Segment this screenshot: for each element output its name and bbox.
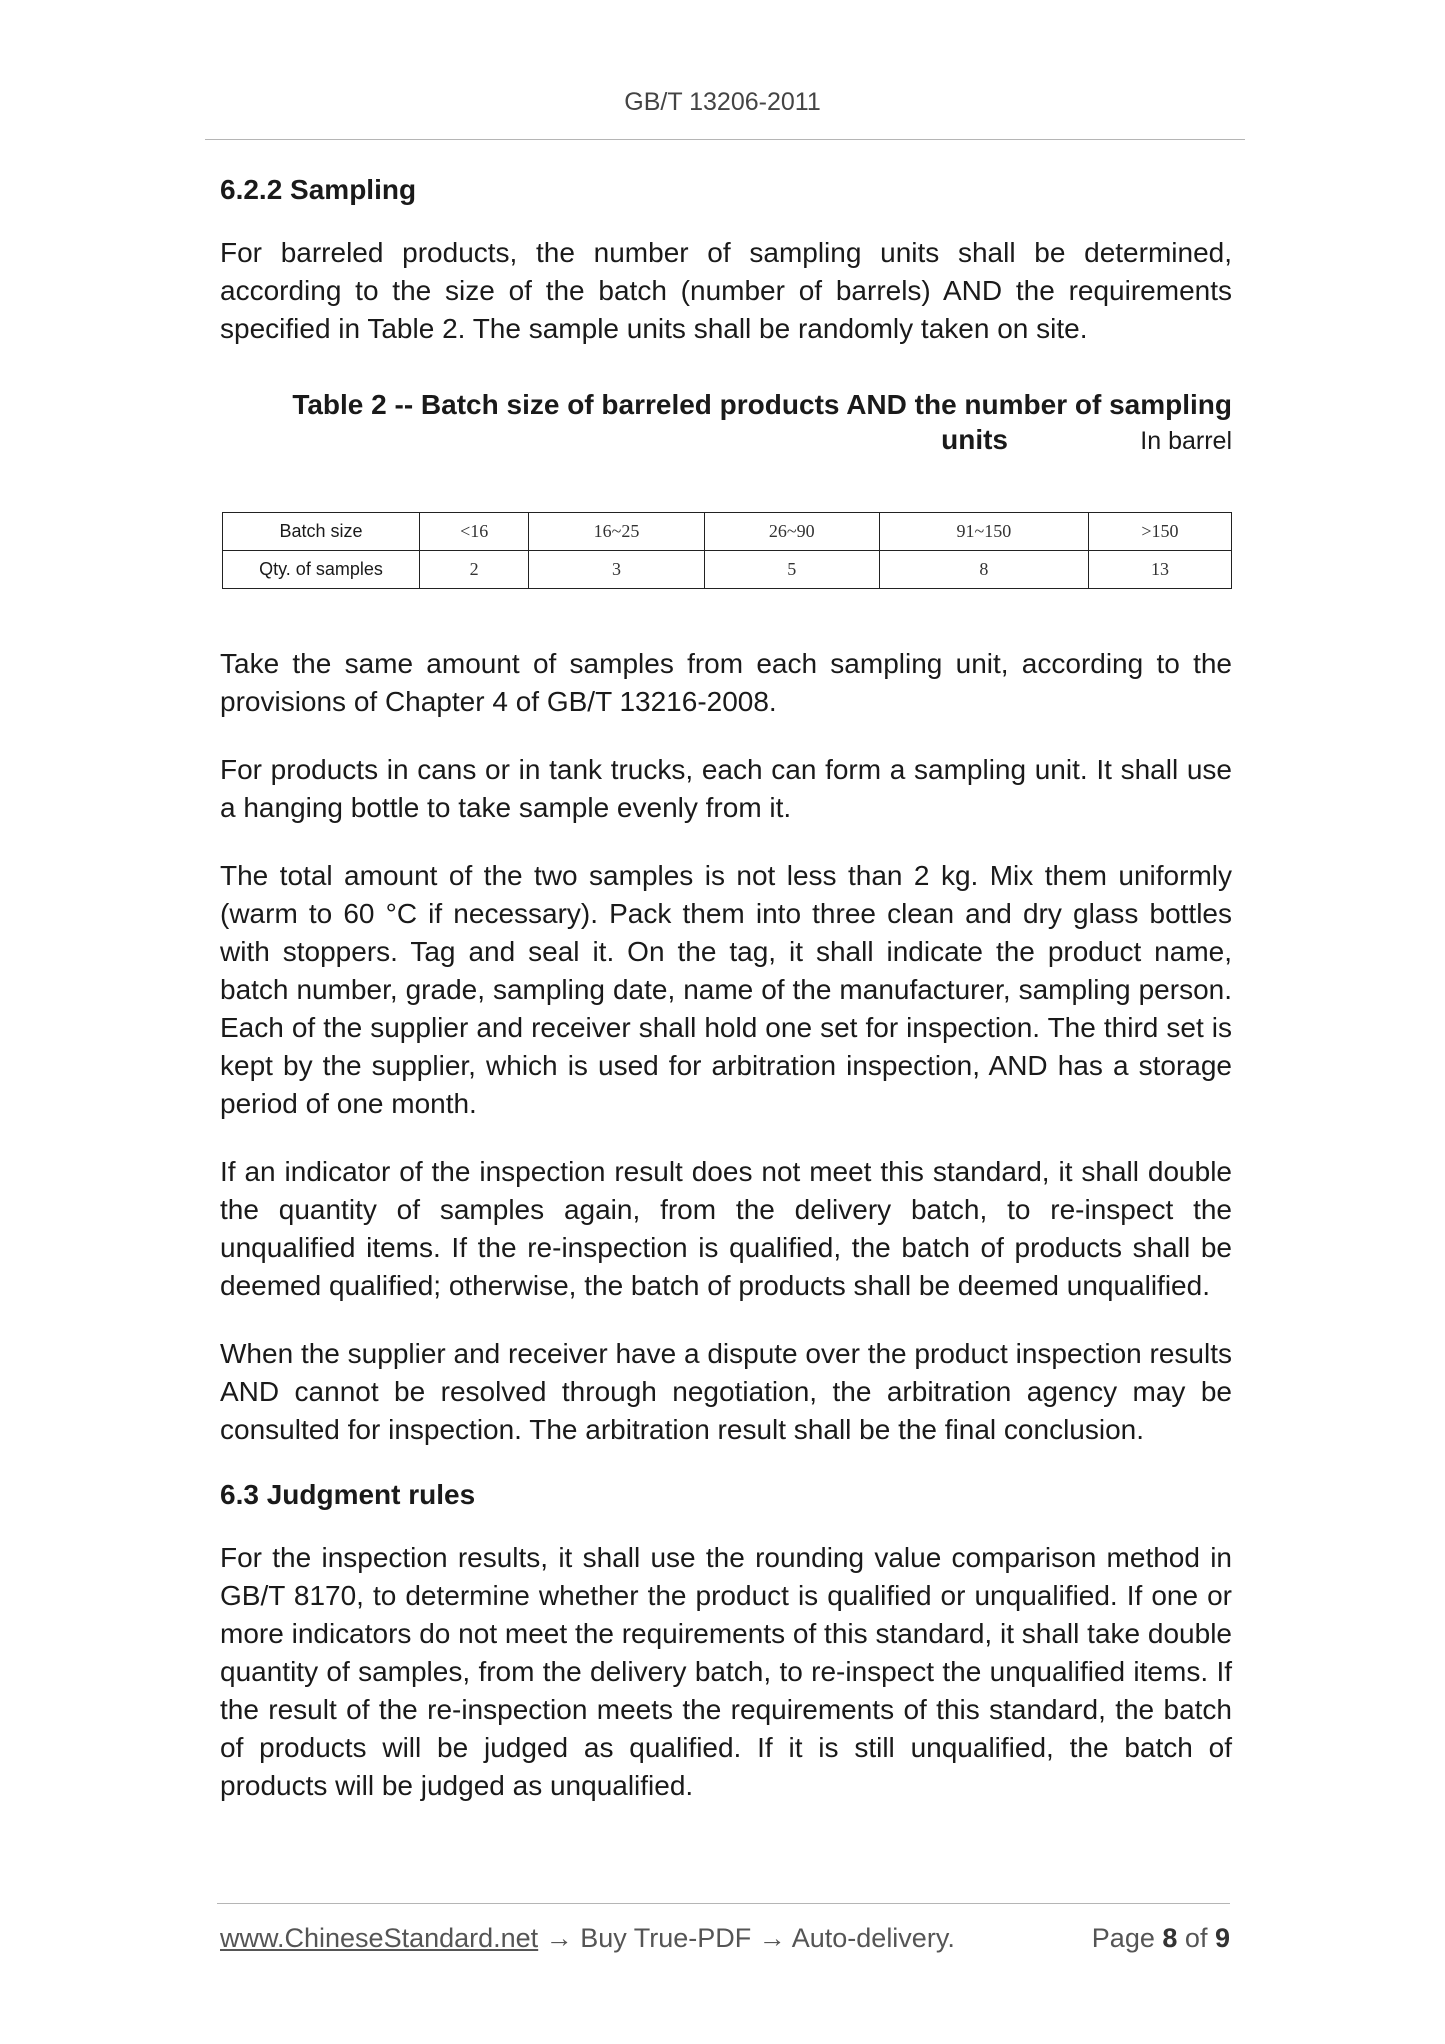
table-unit-note: In barrel xyxy=(1140,427,1232,455)
row-header-qty-samples: Qty. of samples xyxy=(223,551,420,589)
footer-tagline: → Buy True-PDF → Auto-delivery. xyxy=(538,1923,955,1953)
paragraph-same-amount: Take the same amount of samples from each sampling unit, according to the provisions of Chapter 4 of GB/T 13216-2008. xyxy=(220,648,1232,717)
paragraph-total-amount: The total amount of the two samples is not less than 2 kg. Mix them uniformly (warm to 60 °C if necessary). Pack them into three clean and dry glass bottles with stoppers. Tag and seal it. On the tag, it shall indicate the product name, batch number, grade, sampling date, name of the manufacturer, sampling person. Each of the supplier and receiver shall hold one set for inspection. The third set is kept by the supplier, which is used for arbitration inspection, AND has a storage period of one month. xyxy=(220,860,1232,1119)
batch-size-cell: 16~25 xyxy=(529,513,704,551)
batch-size-cell: <16 xyxy=(420,513,529,551)
judgment-rules-paragraph: For the inspection results, it shall use the rounding value comparison method in GB/T 8170, to determine whether the product is qualified or unqualified. If one or more indicators do not meet the requirements of this standard, it shall take double quantity of samples, from the delivery batch, to re-inspect the unqualified items. If the result of the re-inspection meets the requirements of this standard, the batch of products will be judged as qualified. If it is still unqualified, the batch of products will be judged as unqualified. xyxy=(220,1542,1232,1801)
paragraph-reinspection: If an indicator of the inspection result does not meet this standard, it shall double the quantity of samples again, from the delivery batch, to re-inspect the unqualified items. If the re-inspection is qualified, the batch of products shall be deemed qualified; otherwise, the batch of products shall be deemed unqualified. xyxy=(220,1156,1232,1301)
qty-samples-cell: 3 xyxy=(529,551,704,589)
table-row-batch-size xyxy=(223,513,1232,551)
qty-samples-cell: 13 xyxy=(1088,551,1231,589)
paragraph-cans-tank-trucks: For products in cans or in tank trucks, each can form a sampling unit. It shall use a hanging bottle to take sample evenly from it. xyxy=(220,754,1232,823)
table-row-qty-samples xyxy=(223,551,1232,589)
batch-size-table xyxy=(222,512,1232,589)
document-body xyxy=(220,168,1232,1835)
qty-samples-cell: 8 xyxy=(879,551,1088,589)
qty-samples-cell: 5 xyxy=(704,551,879,589)
paragraph-dispute: When the supplier and receiver have a dispute over the product inspection results AND cannot be resolved through negotiation, the arbitration agency may be consulted for inspection. The arbitration result shall be the final conclusion. xyxy=(220,1338,1232,1445)
table-caption-units: units xyxy=(941,424,1008,455)
footer-divider xyxy=(217,1903,1230,1904)
section-heading-judgment-rules: 6.3 Judgment rules xyxy=(220,1479,476,1510)
batch-size-cell: 26~90 xyxy=(704,513,879,551)
table-caption: Table 2 -- Batch size of barreled products AND the number of sampling xyxy=(292,389,1232,420)
sampling-intro-paragraph: For barreled products, the number of sampling units shall be determined, according to the size of the batch (number of barrels) AND the requirements specified in Table 2. The sample units shall be randomly taken on site. xyxy=(220,237,1232,344)
page-label: Page xyxy=(1091,1923,1155,1953)
website-link[interactable]: www.ChineseStandard.net xyxy=(220,1923,539,1953)
section-heading-sampling: 6.2.2 Sampling xyxy=(220,174,417,205)
total-page-number: 9 xyxy=(1214,1923,1230,1953)
page-header: GB/T 13206-2011 xyxy=(624,88,821,116)
page-footer xyxy=(220,1923,1230,1954)
batch-size-cell: >150 xyxy=(1088,513,1231,551)
header-divider xyxy=(205,139,1245,140)
table-caption-line2 xyxy=(220,424,1232,462)
current-page-number: 8 xyxy=(1162,1923,1178,1953)
page-indicator xyxy=(1092,1923,1230,1954)
batch-size-cell: 91~150 xyxy=(879,513,1088,551)
row-header-batch-size: Batch size xyxy=(223,513,420,551)
qty-samples-cell: 2 xyxy=(420,551,529,589)
of-label: of xyxy=(1184,1923,1208,1953)
